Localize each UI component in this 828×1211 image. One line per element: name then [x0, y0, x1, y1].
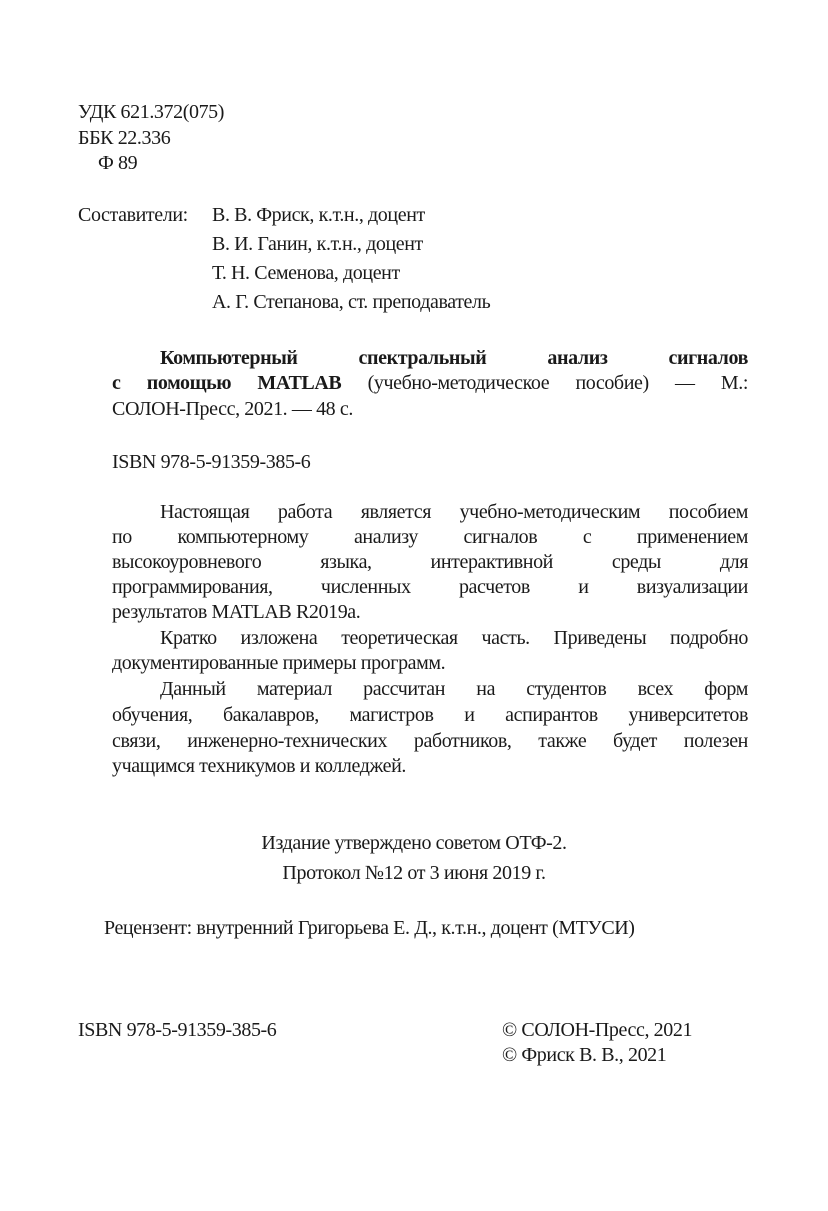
- abstract-line: Кратко изложена теоретическая часть. Приведены подробно: [160, 627, 748, 649]
- compilers-label: Составители:: [78, 204, 188, 226]
- abstract-line: обучения, бакалавров, магистров и аспирантов университетов: [112, 704, 748, 726]
- citation-rest: (учебно-методическое пособие) — М.:: [367, 372, 748, 394]
- reviewer: Рецензент: внутренний Григорьева Е. Д., к.т.н., доцент (МТУСИ): [104, 917, 635, 939]
- copyright-author: © Фриск В. В., 2021: [502, 1044, 667, 1066]
- abstract-line: учащимся техникумов и колледжей.: [112, 755, 407, 777]
- copyright-publisher: © СОЛОН-Пресс, 2021: [502, 1019, 693, 1041]
- isbn-top: ISBN 978-5-91359-385-6: [112, 451, 311, 473]
- citation-publisher: СОЛОН-Пресс, 2021. — 48 с.: [112, 398, 353, 420]
- abstract-line: связи, инженерно-технических работников, также будет полезен: [112, 730, 748, 752]
- compiler: Т. Н. Семенова, доцент: [212, 262, 400, 284]
- abstract-line: Данный материал рассчитан на студентов всех форм: [160, 678, 748, 700]
- abstract-line: документированные примеры программ.: [112, 652, 446, 674]
- abstract-line: по компьютерному анализу сигналов с применением: [112, 526, 748, 548]
- compiler: А. Г. Степанова, ст. преподаватель: [212, 291, 491, 313]
- bbk-code: ББК 22.336: [78, 127, 171, 149]
- abstract-line: Настоящая работа является учебно-методическим пособием: [160, 501, 748, 523]
- abstract-line: результатов MATLAB R2019a.: [112, 601, 361, 623]
- citation-line: [112, 371, 748, 396]
- compiler: В. И. Ганин, к.т.н., доцент: [212, 233, 423, 255]
- approval-note: Издание утверждено советом ОТФ-2.: [261, 832, 567, 854]
- abstract-line: программирования, численных расчетов и визуализации: [112, 576, 748, 598]
- author-mark: Ф 89: [98, 152, 138, 174]
- udk-code: УДК 621.372(075): [78, 101, 225, 123]
- protocol-note: Протокол №12 от 3 июня 2019 г.: [282, 862, 546, 884]
- book-title-cont: с помощью MATLAB: [112, 372, 342, 394]
- book-title-line: Компьютерный спектральный анализ сигналов: [160, 347, 748, 369]
- abstract-line: высокоуровневого языка, интерактивной среды для: [112, 551, 748, 573]
- isbn-bottom: ISBN 978-5-91359-385-6: [78, 1019, 277, 1041]
- compiler: В. В. Фриск, к.т.н., доцент: [212, 204, 425, 226]
